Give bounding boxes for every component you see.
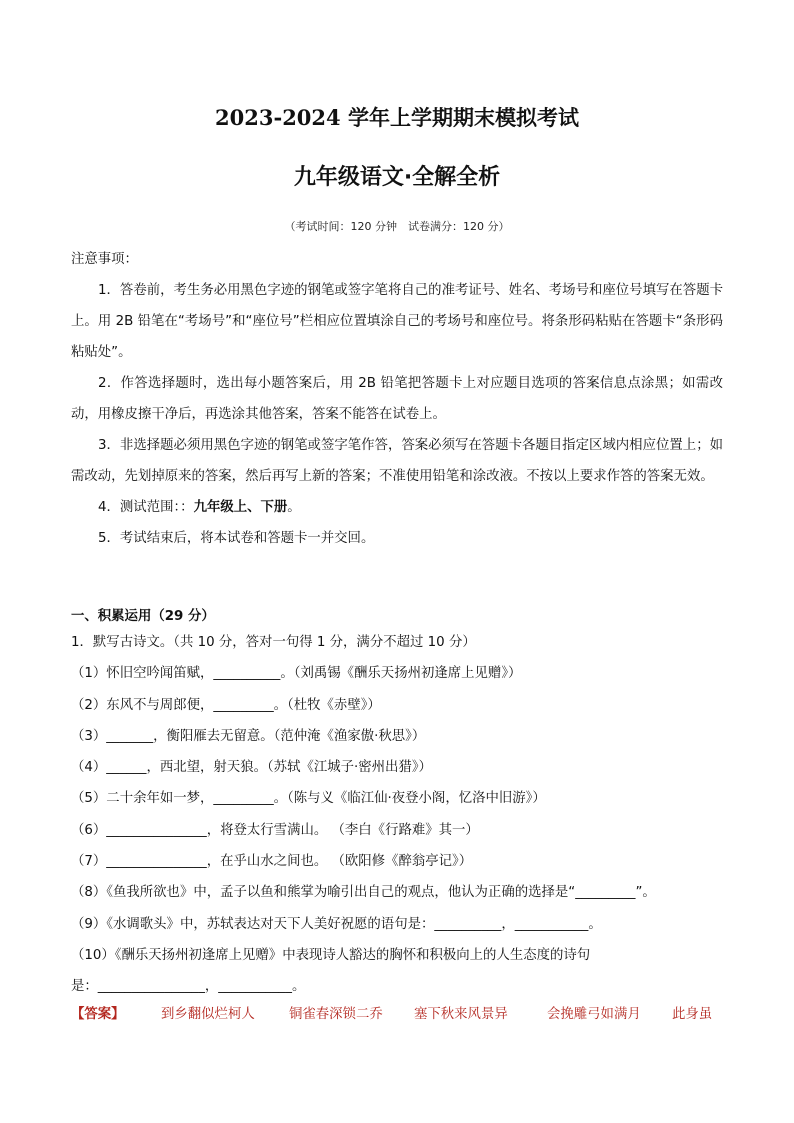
question-line: （7）_______________，在乎山水之间也。 （欧阳修《醉翁亭记》） bbox=[71, 854, 473, 870]
question-1-stem: 1．默写古诗文。（共 10 分，答对一句得 1 分，满分不超过 10 分） bbox=[71, 635, 476, 650]
question-line: （1）怀旧空吟闻笛赋，__________。（刘禹锡《酬乐天扬州初逢席上见赠》） bbox=[71, 666, 522, 682]
notice-list bbox=[71, 275, 723, 554]
question-line: （5）二十余年如一梦，_________。（陈与义《临江仙·夜登小阁，忆洛中旧游》） bbox=[71, 791, 546, 807]
notice-heading: 注意事项： bbox=[71, 252, 138, 267]
notice-item-4 bbox=[71, 492, 723, 523]
exam-time-score: （考试时间：120 分钟 试卷满分：120 分） bbox=[284, 220, 510, 233]
question-line: （4）______，西北望，射天狼。（苏轼《江城子·密州出猎》） bbox=[71, 760, 432, 776]
answer-row bbox=[71, 1003, 731, 1031]
question-line: 是：________________，___________。 bbox=[71, 979, 306, 995]
question-line: （8）《鱼我所欲也》中，孟子以鱼和熊掌为喻引出自己的观点，他认为正确的选择是“_________”。 bbox=[71, 885, 656, 901]
notice-item-2: 2．作答选择题时，选出每小题答案后，用 2B 铅笔把答题卡上对应题目选项的答案信息点涂黑；如需改动，用橡皮擦干净后，再选涂其他答案，答案不能答在试卷上。 bbox=[71, 376, 723, 422]
notice-item-4-scope: 九年级上、下册 bbox=[193, 500, 288, 515]
answer-item: 会挽雕弓如满月 bbox=[547, 1007, 641, 1022]
notice-item-4-prefix: 4．测试范围：： bbox=[98, 500, 194, 515]
notice-item-4-suffix: 。 bbox=[287, 500, 301, 515]
answer-item: 塞下秋来风景异 bbox=[414, 1007, 508, 1022]
question-line: （2）东风不与周郎便，_________。（杜牧《赤壁》） bbox=[71, 697, 381, 713]
answer-item: 铜雀春深锁二乔 bbox=[289, 1007, 383, 1022]
exam-subtitle: 九年级语文·全解全析 bbox=[293, 165, 501, 190]
notice-item-5: 5．考试结束后，将本试卷和答题卡一并交回。 bbox=[98, 531, 375, 546]
question-line: （3）_______，衡阳雁去无留意。（范仲淹《渔家傲·秋思》） bbox=[71, 728, 426, 744]
answer-item: 此身虽 bbox=[672, 1007, 713, 1022]
answer-item: 到乡翻似烂柯人 bbox=[161, 1007, 255, 1022]
question-line: （9）《水调歌头》中，苏轼表达对天下人美好祝愿的语句是：__________，___________。 bbox=[71, 916, 602, 932]
section-heading: 一、积累运用（29 分） bbox=[71, 609, 215, 624]
answer-label: 【答案】 bbox=[71, 1007, 125, 1022]
notice-item-3: 3．非选择题必须用黑色字迹的钢笔或签字笔作答，答案必须写在答题卡各题目指定区域内相应位置上；如需改动，先划掉原来的答案，然后再写上新的答案；不准使用铅笔和涂改液。不按以上要求作答的答案无效。 bbox=[71, 438, 723, 484]
exam-title: 2023-2024 学年上学期期末模拟考试 bbox=[215, 105, 579, 130]
question-line: （10）《酬乐天扬州初逢席上见赠》中表现诗人豁达的胸怀和积极向上的人生态度的诗句 bbox=[71, 947, 591, 963]
notice-item-1: 1．答卷前，考生务必用黑色字迹的钢笔或签字笔将自己的准考证号、姓名、考场号和座位号填写在答题卡上。用 2B 铅笔在“考场号”和“座位号”栏相应位置填涂自己的考场号和座位号。将条形码粘贴在答题卡“条形码粘贴处”。 bbox=[71, 283, 723, 360]
question-line: （6）_______________，将登太行雪满山。 （李白《行路难》其一） bbox=[71, 822, 479, 838]
question-list bbox=[71, 627, 731, 1003]
